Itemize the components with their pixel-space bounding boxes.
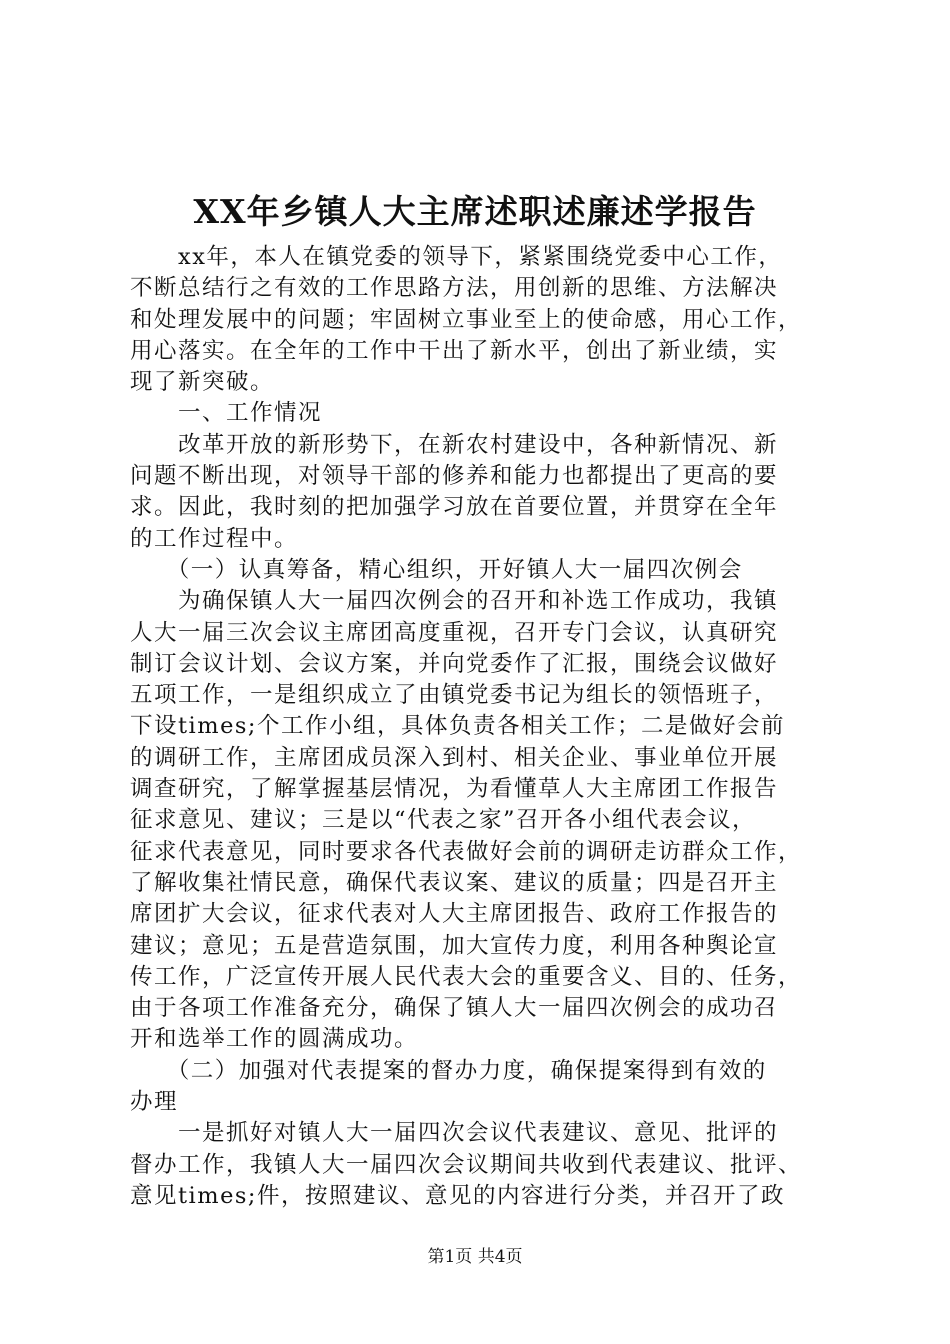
text-line: 征求意见、建议；三是以“代表之家”召开各小组代表会议， [130, 807, 757, 834]
text-line: 人大一届三次会议主席团高度重视，召开专门会议，认真研究 [130, 619, 779, 646]
text-line: 席团扩大会议，征求代表对人大主席团报告、政府工作报告的 [130, 901, 779, 928]
text-line: （一）认真筹备，精心组织，开好镇人大一届四次例会 [130, 556, 743, 583]
document-body [130, 242, 830, 1212]
text-line: 传工作，广泛宣传开展人民代表大会的重要含义、目的、任务， [130, 963, 803, 990]
text-line: 征求代表意见，同时要求各代表做好会前的调研走访群众工作， [130, 838, 803, 865]
text-line: 意见times;件，按照建议、意见的内容进行分类，并召开了政 [130, 1182, 786, 1209]
text-line: 的工作过程中。 [130, 525, 299, 552]
text-line: 一是抓好对镇人大一届四次会议代表建议、意见、批评的 [130, 1120, 779, 1147]
text-line: 现了新突破。 [130, 369, 275, 396]
text-line: 了解收集社情民意，确保代表议案、建议的质量；四是召开主 [130, 869, 779, 896]
text-line: 调查研究，了解掌握基层情况，为看懂草人大主席团工作报告 [130, 776, 779, 803]
text-line: 用心落实。在全年的工作中干出了新水平，创出了新业绩，实 [130, 337, 779, 364]
text-line: 问题不断出现，对领导干部的修养和能力也都提出了更高的要 [130, 463, 779, 490]
text-line: 开和选举工作的圆满成功。 [130, 1026, 419, 1053]
document-title: XX年乡镇人大主席述职述廉述学报告 [193, 192, 757, 231]
text-line: xx年，本人在镇党委的领导下，紧紧围绕党委中心工作， [130, 244, 783, 270]
text-line: 的调研工作，主席团成员深入到村、相关企业、事业单位开展 [130, 744, 779, 771]
text-line: 五项工作，一是组织成立了由镇党委书记为组长的领悟班子， [130, 682, 779, 709]
text-line: 下设times;个工作小组，具体负责各相关工作；二是做好会前 [130, 713, 786, 740]
text-line: 为确保镇人大一届四次例会的召开和补选工作成功，我镇 [130, 588, 779, 615]
text-line: 不断总结行之有效的工作思路方法，用创新的思维、方法解决 [130, 275, 779, 302]
text-line: 督办工作，我镇人大一届四次会议期间共收到代表建议、批评、 [130, 1151, 803, 1178]
text-line: 办理 [130, 1089, 179, 1116]
text-line: 一、工作情况 [130, 400, 323, 427]
text-line: （二）加强对代表提案的督办力度，确保提案得到有效的 [130, 1057, 767, 1084]
text-line: 改革开放的新形势下，在新农村建设中，各种新情况、新 [130, 431, 779, 458]
text-line: 求。因此，我时刻的把加强学习放在首要位置，并贯穿在全年 [130, 494, 779, 521]
text-line: 制订会议计划、会议方案，并向党委作了汇报，围绕会议做好 [130, 650, 779, 677]
text-line: 由于各项工作准备充分，确保了镇人大一届四次例会的成功召 [130, 995, 779, 1022]
text-line: 和处理发展中的问题；牢固树立事业至上的使命感，用心工作， [130, 306, 803, 333]
text-line: 建议；意见；五是营造氛围，加大宣传力度，利用各种舆论宣 [130, 932, 779, 959]
page-footer: 第1页 共4页 [427, 1247, 523, 1267]
